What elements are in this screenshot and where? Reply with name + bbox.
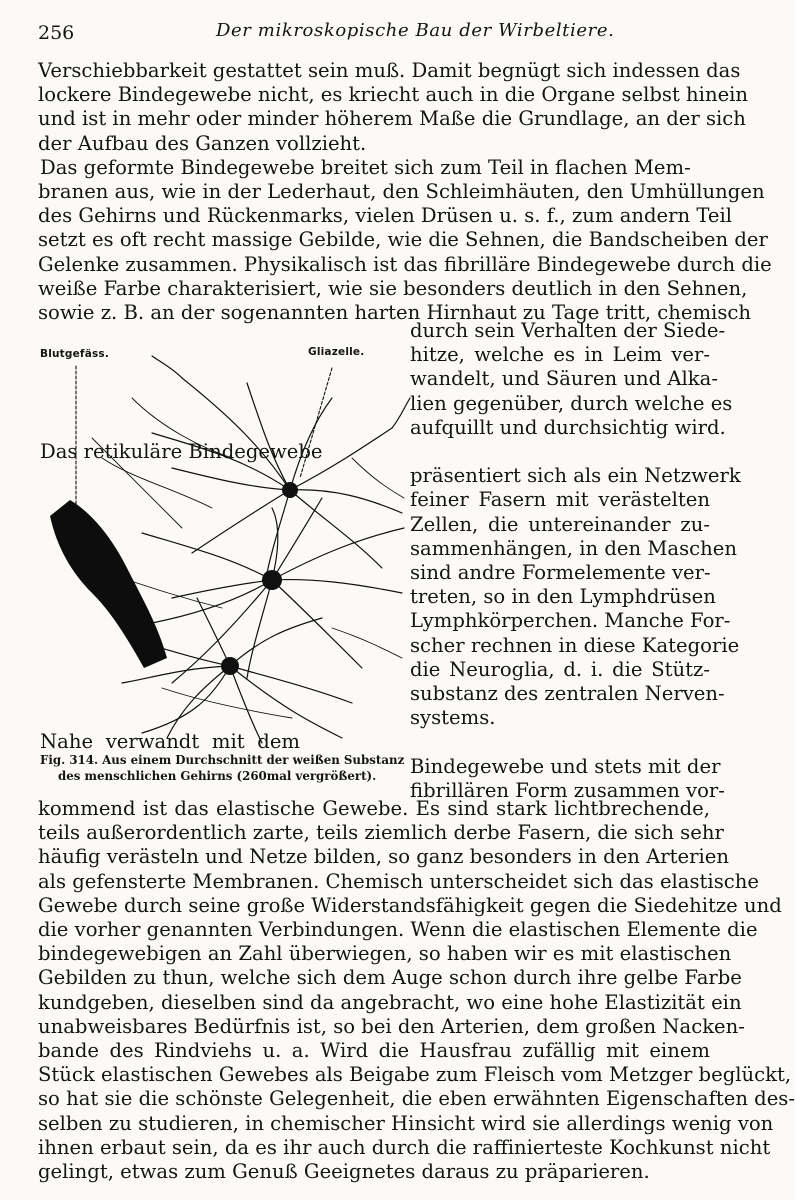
text-line: bande des Rindviehs u. a. Wird die Hausfrau zufällig mit einem	[38, 1039, 710, 1062]
text-line: der Aufbau des Ganzen vollzieht.	[38, 131, 367, 155]
text-line: die Neuroglia, d. i. die Stütz-	[410, 657, 710, 681]
text-line: hitze, welche es in Leim ver-	[410, 343, 710, 367]
page-number: 256	[38, 22, 75, 44]
text-line: branen aus, wie in der Lederhaut, den Schleimhäuten, den Umhüllungen	[38, 180, 765, 203]
text-line: lien gegenüber, durch welche es	[410, 391, 733, 415]
text-line: unabweisbares Bedürfnis ist, so bei den Arterien, dem großen Nacken-	[38, 1014, 745, 1038]
text-line: treten, so in den Lymphdrüsen	[410, 585, 716, 609]
text-line: teils außerordentlich zarte, teils ziemlich derbe Fasern, die sich sehr	[38, 821, 724, 845]
text-line: durch sein Verhalten der Siede-	[410, 319, 726, 342]
text-line: aufquillt und durchsichtig wird.	[410, 415, 726, 439]
page-header	[38, 18, 698, 48]
text-line: sowie z. B. an der sogenannten harten Hirnhaut zu Tage tritt, chemisch	[38, 301, 751, 324]
text-line: Lymphkörperchen. Manche For-	[410, 609, 731, 633]
text-line: substanz des zentralen Nerven-	[410, 682, 725, 705]
text-line: als gefensterte Membranen. Chemisch unterscheidet sich das elastische	[38, 869, 759, 893]
text-line: feiner Fasern mit verästelten	[410, 488, 710, 512]
text-line: setzt es oft recht massige Gebilde, wie die Sehnen, die Bandscheiben der	[38, 228, 768, 252]
figure-neuroglia	[32, 338, 412, 748]
text-line: bindegewebigen an Zahl überwiegen, so haben wir es mit elastischen	[38, 942, 732, 966]
figure-illustration	[32, 338, 412, 748]
text-line: präsentiert sich als ein Netzwerk	[410, 464, 741, 488]
text-line: fibrillären Form zusammen vor-	[410, 778, 725, 802]
text-line: systems.	[410, 706, 496, 730]
text-line: Zellen, die untereinander zu-	[410, 512, 710, 536]
text-line: scher rechnen in diese Kategorie	[410, 633, 740, 657]
text-line: sammenhängen, in den Maschen	[410, 536, 737, 560]
text-line: weiße Farbe charakterisiert, wie sie besonders deutlich in den Sehnen,	[38, 276, 748, 300]
text-line: die vorher genannten Verbindungen. Wenn die elastischen Elemente die	[38, 918, 758, 941]
text-line: ihnen erbaut sein, da es ihr auch durch die raffinierteste Kochkunst nicht	[38, 1135, 771, 1159]
text-line: kundgeben, dieselben sind da angebracht, wo eine hohe Elastizität ein	[38, 990, 742, 1014]
text-line: selben zu studieren, in chemischer Hinsicht wird sie allerdings wenig von	[38, 1111, 774, 1135]
text-line: Gelenke zusammen. Physikalisch ist das fibrilläre Bindegewebe durch die	[38, 252, 772, 276]
text-line: Gebilden zu thun, welche sich dem Auge schon durch ihre gelbe Farbe	[38, 966, 742, 990]
text-line: häufig verästeln und Netze bilden, so ganz besonders in den Arterien	[38, 845, 729, 869]
text-line: Nahe verwandt mit dem	[40, 730, 300, 754]
text-line: gelingt, etwas zum Genuß Geeignetes daraus zu präparieren.	[38, 1160, 650, 1183]
text-line: Das geformte Bindegewebe breitet sich zum Teil in flachen Mem-	[40, 155, 691, 179]
caption-line: des menschlichen Gehirns (260mal vergrößert).	[58, 769, 377, 783]
text-line: so hat sie die schönste Gelegenheit, die eben erwähnten Eigenschaften des-	[38, 1087, 795, 1111]
label-blood-vessel: Blutgefäss.	[40, 348, 110, 360]
text-line: und ist in mehr oder minder höherem Maße die Grundlage, an der sich	[38, 107, 746, 131]
text-line: kommend ist das elastische Gewebe. Es sind stark lichtbrechende,	[38, 797, 710, 820]
text-line: des Gehirns und Rückenmarks, vielen Drüsen u. s. f., zum andern Teil	[38, 204, 733, 228]
label-glial-cell: Gliazelle.	[308, 346, 365, 358]
text-line: Stück elastischen Gewebes als Beigabe zum Fleisch vom Metzger beglückt,	[38, 1063, 792, 1087]
text-line: Gewebe durch seine große Widerstandsfähigkeit gegen die Siedehitze und	[38, 893, 782, 917]
text-line: lockere Bindegewebe nicht, es kriecht auch in die Organe selbst hinein	[38, 83, 749, 107]
text-line: Das retikuläre Bindegewebe	[40, 440, 323, 463]
text-line: sind andre Formelemente ver-	[410, 561, 711, 584]
text-line: wandelt, und Säuren und Alka-	[410, 367, 718, 391]
text-line: Bindegewebe und stets mit der	[410, 754, 721, 778]
running-head: Der mikroskopische Bau der Wirbeltiere.	[216, 20, 615, 41]
text-line: Verschiebbarkeit gestattet sein muß. Damit begnügt sich indessen das	[38, 59, 741, 82]
caption-line: Fig. 314. Aus einem Durchschnitt der weißen Substanz	[40, 753, 405, 767]
